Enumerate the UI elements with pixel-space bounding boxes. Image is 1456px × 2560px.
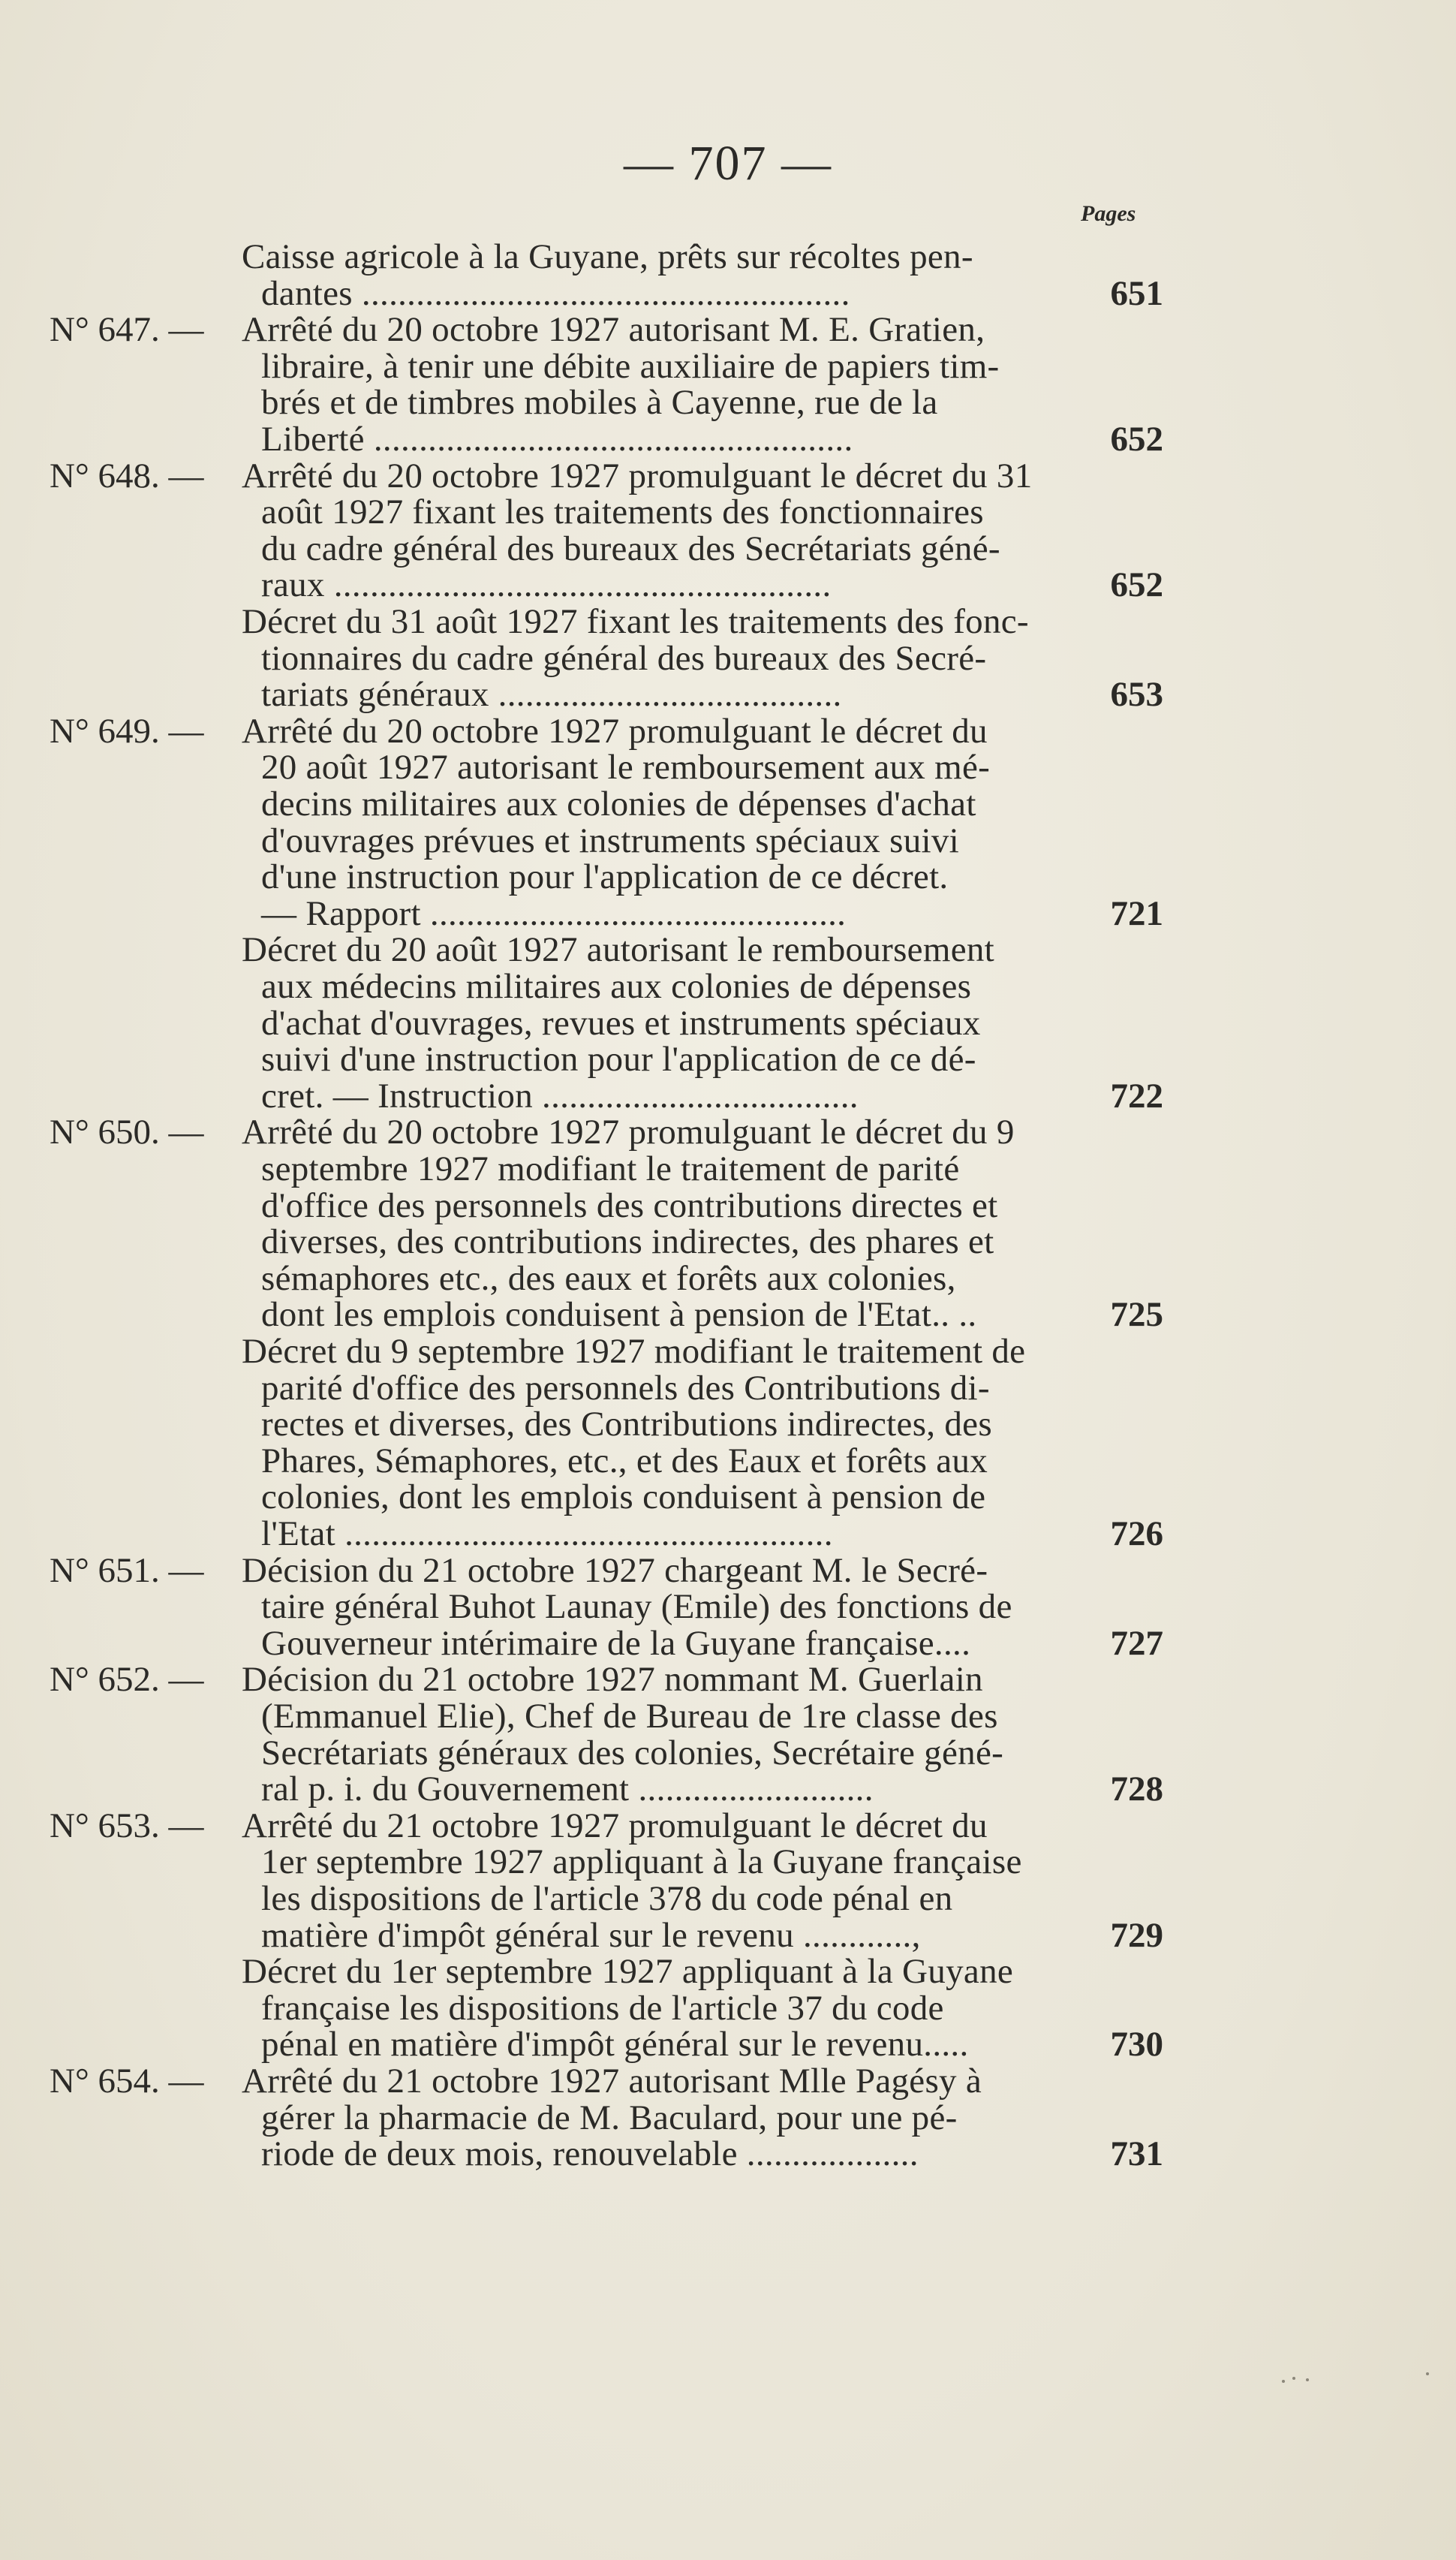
- entry-line: du cadre général des bureaux des Secrétariats géné-: [261, 529, 1000, 568]
- entry-line: l'Etat ......................................................: [261, 1514, 833, 1553]
- entry-line: Arrêté du 20 octobre 1927 promulguant le décret du: [242, 711, 988, 751]
- entry-number: N° 651. —: [50, 1550, 204, 1590]
- entry-line: Arrêté du 21 octobre 1927 promulguant le décret du: [242, 1806, 988, 1845]
- entry-line: tariats généraux ......................................: [261, 675, 842, 715]
- entry-page-number: 727: [1110, 1623, 1163, 1663]
- entry-page-number: 653: [1110, 675, 1163, 715]
- entry-line: d'ouvrages prévues et instruments spéciaux suivi: [261, 821, 960, 860]
- entry-line: colonies, dont les emplois conduisent à pension de: [261, 1477, 986, 1517]
- entry-number: N° 653. —: [50, 1806, 204, 1845]
- pages-column-label: Pages: [1081, 201, 1136, 226]
- entry-line: Arrêté du 20 octobre 1927 autorisant M. E. Gratien,: [242, 310, 985, 350]
- entry-page-number: 721: [1110, 893, 1163, 933]
- entry-line: Secrétariats généraux des colonies, Secrétaire géné-: [261, 1733, 1004, 1772]
- entry-line: raux .......................................................: [261, 565, 832, 605]
- entry-line: — Rapport ..............................................: [261, 893, 847, 933]
- paper-speck: [1292, 2377, 1295, 2380]
- entry-line: d'une instruction pour l'application de ce décret.: [261, 857, 949, 897]
- entry-line: diverses, des contributions indirectes, des phares et: [261, 1222, 994, 1262]
- entry-line: 20 août 1927 autorisant le remboursement aux mé-: [261, 748, 991, 788]
- entry-line: riode de deux mois, renouvelable ...................: [261, 2134, 919, 2174]
- entry-line: cret. — Instruction ...................................: [261, 1076, 859, 1116]
- entry-page-number: 725: [1110, 1295, 1163, 1335]
- entry-line: (Emmanuel Elie), Chef de Bureau de 1re classe des: [261, 1697, 998, 1736]
- entry-line: brés et de timbres mobiles à Cayenne, rue de la: [261, 383, 938, 423]
- entry-line: Décision du 21 octobre 1927 chargeant M. le Secré-: [242, 1550, 988, 1590]
- entry-line: libraire, à tenir une débite auxiliaire de papiers tim-: [261, 346, 1000, 386]
- entry-line: Phares, Sémaphores, etc., et des Eaux et forêts aux: [261, 1441, 988, 1480]
- entry-line: Liberté .....................................................: [261, 420, 853, 459]
- entry-line: Gouverneur intérimaire de la Guyane française....: [261, 1623, 971, 1663]
- entry-line: pénal en matière d'impôt général sur le revenu.....: [261, 2025, 969, 2065]
- entry-line: Arrêté du 20 octobre 1927 promulguant le décret du 31: [242, 456, 1033, 495]
- entry-page-number: 729: [1110, 1915, 1163, 1955]
- entry-line: d'achat d'ouvrages, revues et instruments spéciaux: [261, 1003, 981, 1043]
- entry-line: Arrêté du 20 octobre 1927 promulguant le décret du 9: [242, 1113, 1015, 1152]
- entry-number: N° 647. —: [50, 310, 204, 350]
- entry-page-number: 728: [1110, 1769, 1163, 1809]
- entry-line: Décret du 31 août 1927 fixant les traitements des fonc-: [242, 602, 1029, 641]
- entry-line: d'office des personnels des contributions directes et: [261, 1185, 998, 1225]
- entry-line: rectes et diverses, des Contributions indirectes, des: [261, 1405, 992, 1444]
- entry-line: septembre 1927 modifiant le traitement de parité: [261, 1149, 960, 1188]
- entry-line: les dispositions de l'article 378 du code pénal en: [261, 1879, 953, 1918]
- entry-number: N° 652. —: [50, 1660, 204, 1700]
- entry-line: matière d'impôt général sur le revenu ............,: [261, 1915, 921, 1955]
- entry-line: dantes ......................................................: [261, 273, 850, 313]
- entry-line: 1er septembre 1927 appliquant à la Guyane française: [261, 1842, 1022, 1882]
- entry-line: suivi d'une instruction pour l'application de ce dé-: [261, 1040, 976, 1080]
- entry-line: sémaphores etc., des eaux et forêts aux colonies,: [261, 1258, 956, 1298]
- entry-number: N° 654. —: [50, 2062, 204, 2101]
- entry-number: N° 649. —: [50, 711, 204, 751]
- entry-line: Décret du 9 septembre 1927 modifiant le traitement de: [242, 1332, 1026, 1371]
- paper-speck: [1426, 2372, 1429, 2375]
- entry-line: ral p. i. du Gouvernement ..........................: [261, 1769, 874, 1809]
- entry-line: Caisse agricole à la Guyane, prêts sur récoltes pen-: [242, 237, 973, 276]
- entry-line: gérer la pharmacie de M. Baculard, pour une pé-: [261, 2098, 958, 2137]
- entry-page-number: 726: [1110, 1514, 1163, 1553]
- entry-line: tionnaires du cadre général des bureaux des Secré-: [261, 638, 987, 678]
- entry-number: N° 650. —: [50, 1113, 204, 1152]
- entry-line: française les dispositions de l'article 37 du code: [261, 1988, 944, 2028]
- entry-page-number: 730: [1110, 2025, 1163, 2065]
- page-number: — 707 —: [624, 136, 832, 191]
- entry-line: aux médecins militaires aux colonies de dépenses: [261, 967, 972, 1006]
- entry-line: parité d'office des personnels des Contributions di-: [261, 1368, 990, 1408]
- entry-page-number: 652: [1110, 420, 1163, 459]
- entry-page-number: 651: [1110, 273, 1163, 313]
- entry-line: Arrêté du 21 octobre 1927 autorisant Mlle Pagésy à: [242, 2062, 982, 2101]
- entry-page-number: 652: [1110, 565, 1163, 605]
- entry-page-number: 731: [1110, 2134, 1163, 2174]
- entry-line: taire général Buhot Launay (Emile) des fonctions de: [261, 1587, 1012, 1627]
- entry-line: Décret du 20 août 1927 autorisant le remboursement: [242, 930, 995, 970]
- entry-line: decins militaires aux colonies de dépenses d'achat: [261, 785, 976, 824]
- entry-page-number: 722: [1110, 1076, 1163, 1116]
- entry-line: Décret du 1er septembre 1927 appliquant à la Guyane: [242, 1952, 1014, 1992]
- entry-line: août 1927 fixant les traitements des fonctionnaires: [261, 492, 984, 532]
- paper-speck: [1282, 2380, 1285, 2383]
- entry-line: dont les emplois conduisent à pension de l'Etat.. ..: [261, 1295, 977, 1335]
- entry-number: N° 648. —: [50, 456, 204, 495]
- entry-line: Décision du 21 octobre 1927 nommant M. Guerlain: [242, 1660, 983, 1700]
- paper-speck: [1306, 2378, 1309, 2381]
